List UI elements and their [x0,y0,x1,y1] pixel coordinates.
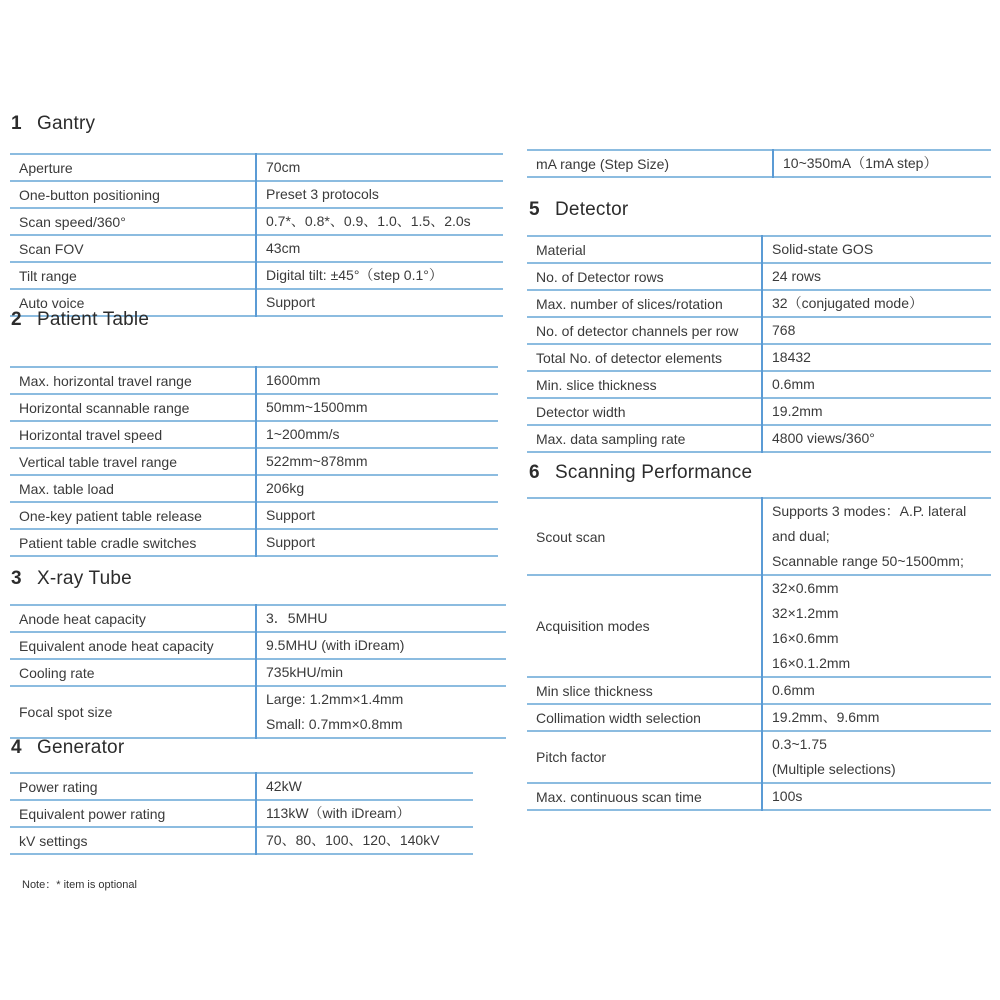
spec-value-line: Scannable range 50~1500mm; [772,553,964,569]
spec-value [762,236,991,263]
spec-value [256,800,473,827]
scanning-performance-table [527,497,991,811]
spec-value [762,783,991,810]
spec-value-line: 43cm [266,240,301,256]
spec-value [256,421,498,448]
spec-value-line: 522mm~878mm [266,453,368,469]
spec-label: Max. table load [10,475,256,502]
spec-value [762,677,991,704]
table-row [10,502,498,529]
spec-label: Max. horizontal travel range [10,367,256,394]
patient-table-table [10,366,498,557]
spec-label: Scan FOV [10,235,256,262]
spec-label: Equivalent anode heat capacity [10,632,256,659]
spec-label: Equivalent power rating [10,800,256,827]
spec-value [256,529,498,556]
spec-label: Horizontal scannable range [10,394,256,421]
table-row [527,317,991,344]
spec-value-line: 0.6mm [772,682,815,698]
spec-label: Scout scan [527,498,762,575]
spec-label: Min. slice thickness [527,371,762,398]
footnote: Note：* item is optional [22,879,137,891]
spec-label: Detector width [527,398,762,425]
spec-label: Max. continuous scan time [527,783,762,810]
generator-table-continued [527,149,991,178]
spec-label: Max. number of slices/rotation [527,290,762,317]
spec-value [762,290,991,317]
section-title-gantry: 1 Gantry [11,113,96,134]
table-row [527,371,991,398]
spec-value-line: Solid-state GOS [772,241,874,257]
table-row [527,498,991,575]
spec-value-line: 113kW（with iDream） [266,805,411,821]
spec-value [773,150,991,177]
table-row [527,731,991,783]
spec-label: Min slice thickness [527,677,762,704]
table-row [527,783,991,810]
spec-value-line: 0.7*、0.8*、0.9、1.0、1.5、2.0s [266,213,471,229]
table-row [527,263,991,290]
table-row [527,344,991,371]
spec-value-line: 1~200mm/s [266,426,340,442]
spec-label: Power rating [10,773,256,800]
table-row [10,421,498,448]
spec-value-line: (Multiple selections) [772,761,896,777]
spec-label: kV settings [10,827,256,854]
spec-value-line: 735kHU/min [266,664,344,680]
spec-value-line: 768 [772,322,796,338]
table-row [527,677,991,704]
table-row [527,398,991,425]
spec-value-line: 32×0.6mm [772,580,839,596]
spec-label: One-button positioning [10,181,256,208]
spec-value-line: 18432 [772,349,811,365]
spec-value [762,398,991,425]
spec-value-line: 3．5MHU [266,610,328,626]
spec-value [762,731,991,783]
spec-value [256,632,506,659]
spec-value-line: 24 rows [772,268,822,284]
spec-label: Aperture [10,154,256,181]
spec-label: Cooling rate [10,659,256,686]
table-row [10,367,498,394]
spec-label: Scan speed/360° [10,208,256,235]
spec-value [762,344,991,371]
table-row [527,150,991,177]
spec-value [256,502,498,529]
spec-value-line: Large: 1.2mm×1.4mm [266,691,404,707]
spec-value [762,575,991,677]
table-row [527,575,991,677]
spec-value [762,371,991,398]
generator-table [10,772,473,855]
table-row [10,686,506,738]
table-row [10,448,498,475]
spec-label: Auto voice [10,289,256,316]
spec-value-line: 16×0.6mm [772,630,839,646]
table-row [10,262,503,289]
spec-value-line: 19.2mm、9.6mm [772,709,880,725]
table-row [527,425,991,452]
spec-value-line: 10~350mA（1mA step） [783,155,938,171]
spec-value [762,317,991,344]
spec-value-line: 70、80、100、120、140kV [266,832,440,848]
spec-value-line: 70cm [266,159,301,175]
spec-value [256,773,473,800]
spec-value [256,475,498,502]
spec-label: Max. data sampling rate [527,425,762,452]
spec-value-line: Support [266,534,316,550]
table-row [10,800,473,827]
table-row [10,659,506,686]
spec-value [256,605,506,632]
spec-value [256,235,503,262]
spec-value-line: 4800 views/360° [772,430,875,446]
table-row [10,154,503,181]
spec-value-line: Preset 3 protocols [266,186,379,202]
spec-value [762,498,991,575]
table-row [10,181,503,208]
spec-value [256,659,506,686]
spec-label: Material [527,236,762,263]
table-row [10,827,473,854]
spec-value-line: Support [266,294,316,310]
table-row [10,475,498,502]
spec-value [762,425,991,452]
spec-value-line: 0.3~1.75 [772,736,827,752]
spec-label: Acquisition modes [527,575,762,677]
table-row [527,236,991,263]
spec-value [256,827,473,854]
section-title-patient-table: 2 Patient Table [11,309,150,330]
spec-label: Focal spot size [10,686,256,738]
spec-label: Anode heat capacity [10,605,256,632]
section-title-generator: 4 Generator [11,737,125,758]
spec-value-line: 1600mm [266,372,321,388]
spec-value [256,394,498,421]
spec-value-line: 32（conjugated mode） [772,295,923,311]
spec-label: Tilt range [10,262,256,289]
spec-label: Pitch factor [527,731,762,783]
spec-value-line: 42kW [266,778,302,794]
spec-value [762,704,991,731]
table-row [10,632,506,659]
detector-table [527,235,991,453]
spec-label: No. of detector channels per row [527,317,762,344]
table-row [10,773,473,800]
xray-tube-table [10,604,506,739]
spec-value [762,263,991,290]
spec-value-line: 16×0.1.2mm [772,655,851,671]
spec-value [256,154,503,181]
table-row [527,704,991,731]
spec-label: One-key patient table release [10,502,256,529]
spec-label: Collimation width selection [527,704,762,731]
spec-value-line: 50mm~1500mm [266,399,368,415]
spec-label: Patient table cradle switches [10,529,256,556]
spec-value-line: 9.5MHU (with iDream) [266,637,405,653]
spec-value-line: Support [266,507,316,523]
spec-value-line: 0.6mm [772,376,815,392]
spec-label: Total No. of detector elements [527,344,762,371]
spec-label: No. of Detector rows [527,263,762,290]
table-row [10,605,506,632]
spec-value [256,208,503,235]
section-title-detector: 5 Detector [529,199,629,220]
table-row [10,529,498,556]
table-row [10,235,503,262]
table-row [10,394,498,421]
spec-value [256,448,498,475]
spec-value [256,289,503,316]
spec-value-line: Small: 0.7mm×0.8mm [266,716,403,732]
spec-value-line: 19.2mm [772,403,823,419]
spec-value-line: and dual; [772,528,830,544]
table-row [527,290,991,317]
spec-value-line: 32×1.2mm [772,605,839,621]
spec-value-line: 100s [772,788,803,804]
section-title-xray-tube: 3 X-ray Tube [11,568,132,589]
spec-label: Vertical table travel range [10,448,256,475]
spec-value [256,367,498,394]
spec-value-line: Digital tilt: ±45°（step 0.1°） [266,267,443,283]
spec-value-line: 206kg [266,480,305,496]
spec-value [256,686,506,738]
spec-value [256,262,503,289]
gantry-table [10,153,503,317]
table-row [10,208,503,235]
spec-label: Horizontal travel speed [10,421,256,448]
spec-value-line: Supports 3 modes：A.P. lateral [772,503,967,519]
spec-value [256,181,503,208]
spec-label: mA range (Step Size) [527,150,773,177]
section-title-scanning-performance: 6 Scanning Performance [529,462,753,483]
